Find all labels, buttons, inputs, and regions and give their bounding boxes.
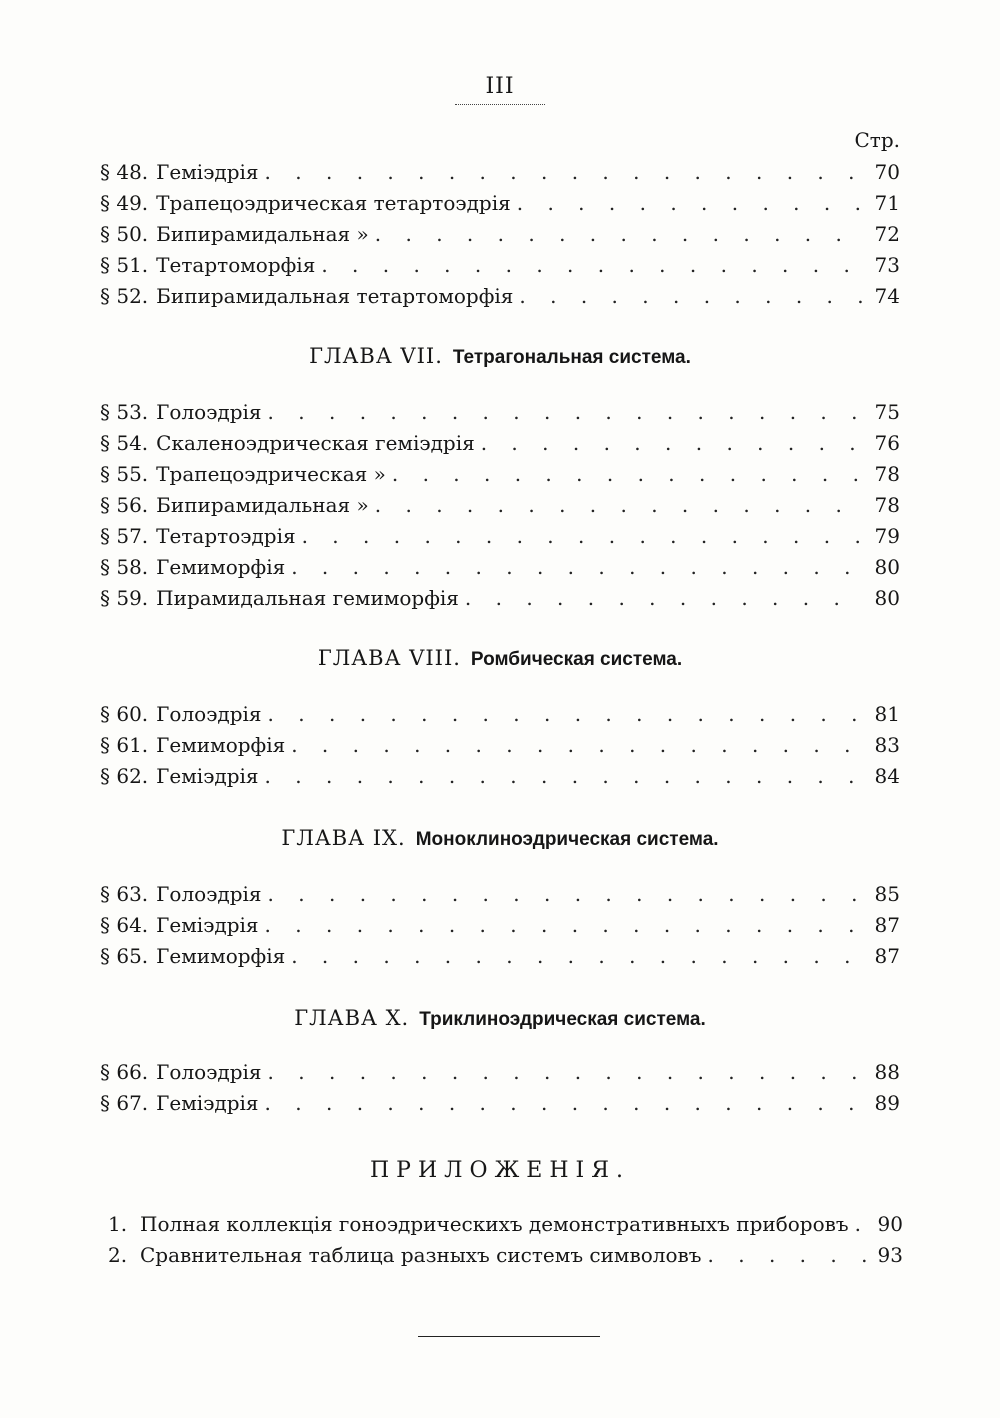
entry-title: Гемiэдрiя — [156, 1091, 259, 1115]
entry-page: 87 — [874, 913, 900, 937]
entry-title: Гемiэдрiя — [156, 764, 259, 788]
dot-leader — [265, 764, 864, 788]
dot-leader — [265, 1091, 864, 1115]
page-number: III — [485, 74, 515, 99]
dot-leader — [302, 524, 864, 548]
entry-title: Трапецоэдрическая » — [156, 462, 386, 486]
entry-number: § 57. — [100, 524, 149, 548]
entry-title: Бипирамидальная тетартоморфiя — [156, 284, 514, 308]
entry-title: Голоэдрiя — [156, 702, 262, 726]
entry-title: Гемiэдрiя — [156, 160, 259, 184]
entry-title: Бипирамидальная » — [156, 222, 369, 246]
dot-leader — [291, 944, 864, 968]
dot-leader — [321, 253, 864, 277]
toc-entry[interactable] — [100, 882, 900, 913]
entry-page: 83 — [874, 733, 900, 757]
entry-number: § 55. — [100, 462, 149, 486]
entry-number: § 54. — [100, 431, 149, 455]
dot-leader — [268, 1060, 864, 1084]
toc-entry[interactable] — [100, 431, 900, 462]
toc-entry[interactable] — [100, 400, 900, 431]
chapter-heading-x — [0, 1006, 1000, 1031]
entry-title: Пирамидальная гемиморфiя — [156, 586, 459, 610]
entry-number: § 53. — [100, 400, 149, 424]
toc-entry[interactable] — [100, 1060, 900, 1091]
toc-section-hexagonal-tail — [100, 160, 900, 315]
entry-number: § 49. — [100, 191, 149, 215]
toc-entry[interactable] — [100, 733, 900, 764]
entry-number: § 52. — [100, 284, 149, 308]
dot-leader — [268, 400, 864, 424]
entry-number: § 56. — [100, 493, 149, 517]
toc-entry[interactable] — [100, 944, 900, 975]
entry-title: Бипирамидальная » — [156, 493, 369, 517]
dot-leader — [392, 462, 864, 486]
appendix-entry[interactable] — [108, 1243, 903, 1274]
entry-page: 80 — [874, 586, 900, 610]
entry-page: 78 — [874, 493, 900, 517]
toc-entry[interactable] — [100, 586, 900, 617]
entry-page: 81 — [874, 702, 900, 726]
dot-leader — [855, 1212, 867, 1236]
dot-leader — [375, 493, 864, 517]
entry-number: § 64. — [100, 913, 149, 937]
entry-number: § 58. — [100, 555, 149, 579]
toc-entry[interactable] — [100, 1091, 900, 1122]
entry-number: § 66. — [100, 1060, 149, 1084]
chapter-label: ГЛАВА VIII. — [317, 646, 461, 670]
entry-number: § 61. — [100, 733, 149, 757]
entry-number: § 51. — [100, 253, 149, 277]
entry-page: 88 — [874, 1060, 900, 1084]
entry-title: Полная коллекцiя гоноэдрическихъ демонстративныхъ приборовъ — [140, 1212, 849, 1236]
entry-page: 84 — [874, 764, 900, 788]
toc-entry[interactable] — [100, 284, 900, 315]
dot-leader — [375, 222, 864, 246]
entry-page: 89 — [874, 1091, 900, 1115]
dot-leader — [268, 882, 864, 906]
toc-entry[interactable] — [100, 191, 900, 222]
toc-section-chapter-vii — [100, 400, 900, 617]
dot-leader — [265, 160, 864, 184]
entry-page: 75 — [874, 400, 900, 424]
appendix-heading: ПРИЛОЖЕНIЯ. — [370, 1158, 630, 1183]
toc-entry[interactable] — [100, 493, 900, 524]
appendix-entry[interactable] — [108, 1212, 903, 1243]
entry-page: 80 — [874, 555, 900, 579]
entry-number: § 63. — [100, 882, 149, 906]
entry-page: 85 — [874, 882, 900, 906]
page-column-header: Стр. — [854, 128, 900, 152]
entry-number: § 65. — [100, 944, 149, 968]
toc-entry[interactable] — [100, 160, 900, 191]
chapter-label: ГЛАВА VII. — [309, 344, 443, 368]
chapter-title: Тетрагональная система. — [452, 347, 691, 368]
toc-entry[interactable] — [100, 524, 900, 555]
dot-leader — [268, 702, 864, 726]
chapter-heading-vii — [0, 344, 1000, 369]
dot-leader — [708, 1243, 867, 1267]
entry-page: 90 — [877, 1212, 903, 1236]
entry-number: § 60. — [100, 702, 149, 726]
entry-title: Голоэдрiя — [156, 400, 262, 424]
entry-title: Тетартоэдрiя — [156, 524, 296, 548]
entry-page: 78 — [874, 462, 900, 486]
toc-entry[interactable] — [100, 764, 900, 795]
dot-leader — [291, 555, 864, 579]
entry-title: Скаленоэдрическая гемiэдрiя — [156, 431, 475, 455]
entry-number: § 67. — [100, 1091, 149, 1115]
entry-page: 79 — [874, 524, 900, 548]
dot-leader — [481, 431, 864, 455]
entry-title: Гемиморфiя — [156, 944, 286, 968]
toc-entry[interactable] — [100, 555, 900, 586]
toc-entry[interactable] — [100, 222, 900, 253]
entry-title: Гемиморфiя — [156, 555, 286, 579]
entry-title: Сравнительная таблица разныхъ системъ символовъ — [140, 1243, 702, 1267]
entry-title: Голоэдрiя — [156, 882, 262, 906]
entry-page: 71 — [874, 191, 900, 215]
page-number-rule — [455, 104, 545, 105]
chapter-heading-viii — [0, 646, 1000, 671]
chapter-heading-ix — [0, 826, 1000, 851]
entry-page: 70 — [874, 160, 900, 184]
closing-rule — [418, 1336, 600, 1337]
chapter-label: ГЛАВА IX. — [281, 826, 406, 850]
toc-entry[interactable] — [100, 913, 900, 944]
chapter-title: Ромбическая система. — [470, 649, 683, 670]
entry-title: Гемиморфiя — [156, 733, 286, 757]
entry-title: Гемiэдрiя — [156, 913, 259, 937]
chapter-title: Моноклиноэдрическая система. — [415, 829, 719, 850]
toc-section-chapter-viii — [100, 702, 900, 795]
entry-number: 2. — [108, 1243, 128, 1267]
dot-leader — [291, 733, 864, 757]
toc-entry[interactable] — [100, 462, 900, 493]
toc-section-chapter-ix — [100, 882, 900, 975]
appendix-list — [108, 1212, 903, 1274]
toc-section-chapter-x — [100, 1060, 900, 1122]
entry-page: 87 — [874, 944, 900, 968]
entry-title: Тетартоморфiя — [156, 253, 316, 277]
chapter-label: ГЛАВА X. — [294, 1006, 410, 1030]
entry-number: 1. — [108, 1212, 128, 1236]
toc-entry[interactable] — [100, 702, 900, 733]
entry-number: § 48. — [100, 160, 149, 184]
entry-number: § 59. — [100, 586, 149, 610]
toc-entry[interactable] — [100, 253, 900, 284]
entry-page: 76 — [874, 431, 900, 455]
dot-leader — [517, 191, 864, 215]
entry-title: Голоэдрiя — [156, 1060, 262, 1084]
entry-title: Трапецоэдрическая тетартоэдрiя — [156, 191, 511, 215]
entry-page: 72 — [874, 222, 900, 246]
chapter-title: Триклиноэдрическая система. — [419, 1009, 706, 1030]
entry-number: § 50. — [100, 222, 149, 246]
dot-leader — [265, 913, 864, 937]
dot-leader — [465, 586, 864, 610]
entry-page: 73 — [874, 253, 900, 277]
entry-page: 74 — [874, 284, 900, 308]
dot-leader — [519, 284, 864, 308]
entry-page: 93 — [877, 1243, 903, 1267]
entry-number: § 62. — [100, 764, 149, 788]
